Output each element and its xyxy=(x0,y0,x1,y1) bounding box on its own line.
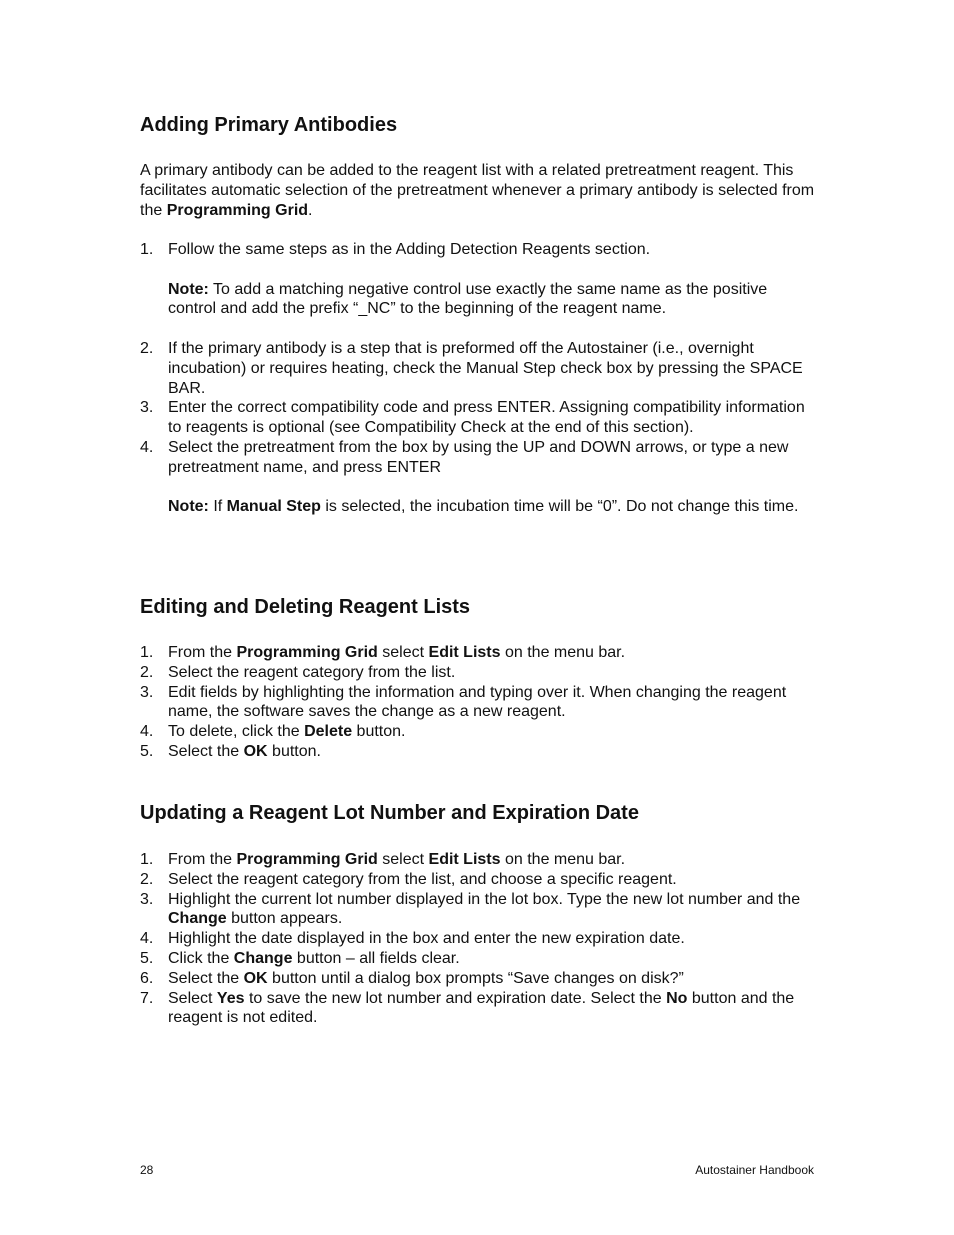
list-item-number: 2. xyxy=(140,870,154,888)
list-item-number: 3. xyxy=(140,683,154,701)
intro-paragraph: A primary antibody can be added to the reagent list with a related pretreatment reagent. This facilitates automatic selection of the pretreatment whenever a primary antibody is selected from the Programming Grid. xyxy=(140,162,815,219)
list-item xyxy=(140,969,815,989)
list-item xyxy=(140,240,815,260)
list-adding-primary-antibodies xyxy=(140,240,815,537)
list-item xyxy=(140,870,815,890)
list-item-number: 6. xyxy=(140,969,154,987)
list-item-number: 4. xyxy=(140,930,154,948)
list-item-text: If the primary antibody is a step that is preformed off the Autostainer (i.e., overnight incubation) or requires heating, check the Manual Step check box by pressing the SPACE BAR. xyxy=(168,339,803,397)
list-item-text: From the Programming Grid select Edit Lists on the menu bar. xyxy=(168,851,626,868)
list-item-number: 4. xyxy=(140,723,154,741)
list-item xyxy=(140,742,815,762)
list-item xyxy=(140,850,815,870)
list-item-number: 2. xyxy=(140,663,154,681)
list-item-number: 4. xyxy=(140,438,154,456)
heading-updating-lot-number: Updating a Reagent Lot Number and Expiration Date xyxy=(140,802,639,824)
list-item-text: To delete, click the Delete button. xyxy=(168,723,406,741)
list-item-text: Select the reagent category from the list. xyxy=(168,663,456,681)
note: Note: To add a matching negative control use exactly the same name as the positive control and add the prefix “_NC” to the beginning of the reagent name. xyxy=(168,280,768,318)
list-item-number: 1. xyxy=(140,644,154,661)
list-item-text: From the Programming Grid select Edit Lists on the menu bar. xyxy=(168,644,626,661)
list-item xyxy=(140,643,815,663)
note: Note: If Manual Step is selected, the incubation time will be “0”. Do not change this time. xyxy=(168,498,799,516)
list-item-text: Highlight the date displayed in the box and enter the new expiration date. xyxy=(168,930,685,948)
list-item-text: Highlight the current lot number displayed in the lot box. Type the new lot number and the Change button appears. xyxy=(168,890,801,928)
list-editing-deleting xyxy=(140,643,815,762)
list-item-text: Select the reagent category from the list, and choose a specific reagent. xyxy=(168,870,677,888)
list-item xyxy=(140,339,815,398)
list-item-text: Select the OK button until a dialog box prompts “Save changes on disk?” xyxy=(168,969,684,987)
list-item xyxy=(140,949,815,969)
list-item xyxy=(140,663,815,683)
list-item xyxy=(140,890,815,930)
list-item-text: Edit fields by highlighting the information and typing over it. When changing the reagent name, the software saves the change as a new reagent. xyxy=(168,683,787,721)
footer-page-number: 28 xyxy=(140,1163,154,1177)
list-item-text: Follow the same steps as in the Adding Detection Reagents section. xyxy=(168,241,651,258)
list-item xyxy=(140,722,815,742)
list-item-number: 1. xyxy=(140,241,154,258)
heading-adding-primary-antibodies: Adding Primary Antibodies xyxy=(140,114,398,136)
list-item-number: 2. xyxy=(140,339,154,357)
list-item-text: Select Yes to save the new lot number and expiration date. Select the No button and the reagent is not edited. xyxy=(168,989,795,1027)
list-updating-lot xyxy=(140,850,815,1028)
list-item-number: 3. xyxy=(140,890,154,908)
list-item xyxy=(140,989,815,1029)
list-item-text: Select the OK button. xyxy=(168,742,321,760)
list-item xyxy=(140,438,815,478)
list-item-text: Click the Change button – all fields clear. xyxy=(168,949,460,967)
list-item xyxy=(140,398,815,438)
list-item-number: 5. xyxy=(140,949,154,967)
list-item-number: 7. xyxy=(140,989,154,1007)
list-item-number: 1. xyxy=(140,851,154,868)
footer-book-title: Autostainer Handbook xyxy=(695,1163,814,1177)
list-item xyxy=(140,683,815,723)
list-item-text: Select the pretreatment from the box by using the UP and DOWN arrows, or type a new pretreatment name, and press ENTER xyxy=(168,438,789,476)
list-item-text: Enter the correct compatibility code and press ENTER. Assigning compatibility information to reagents is optional (see Compatibility Check at the end of this section). xyxy=(168,399,805,437)
list-item-number: 3. xyxy=(140,399,154,417)
list-item xyxy=(140,929,815,949)
list-item-number: 5. xyxy=(140,742,154,760)
heading-editing-deleting-reagent-lists: Editing and Deleting Reagent Lists xyxy=(140,596,471,618)
